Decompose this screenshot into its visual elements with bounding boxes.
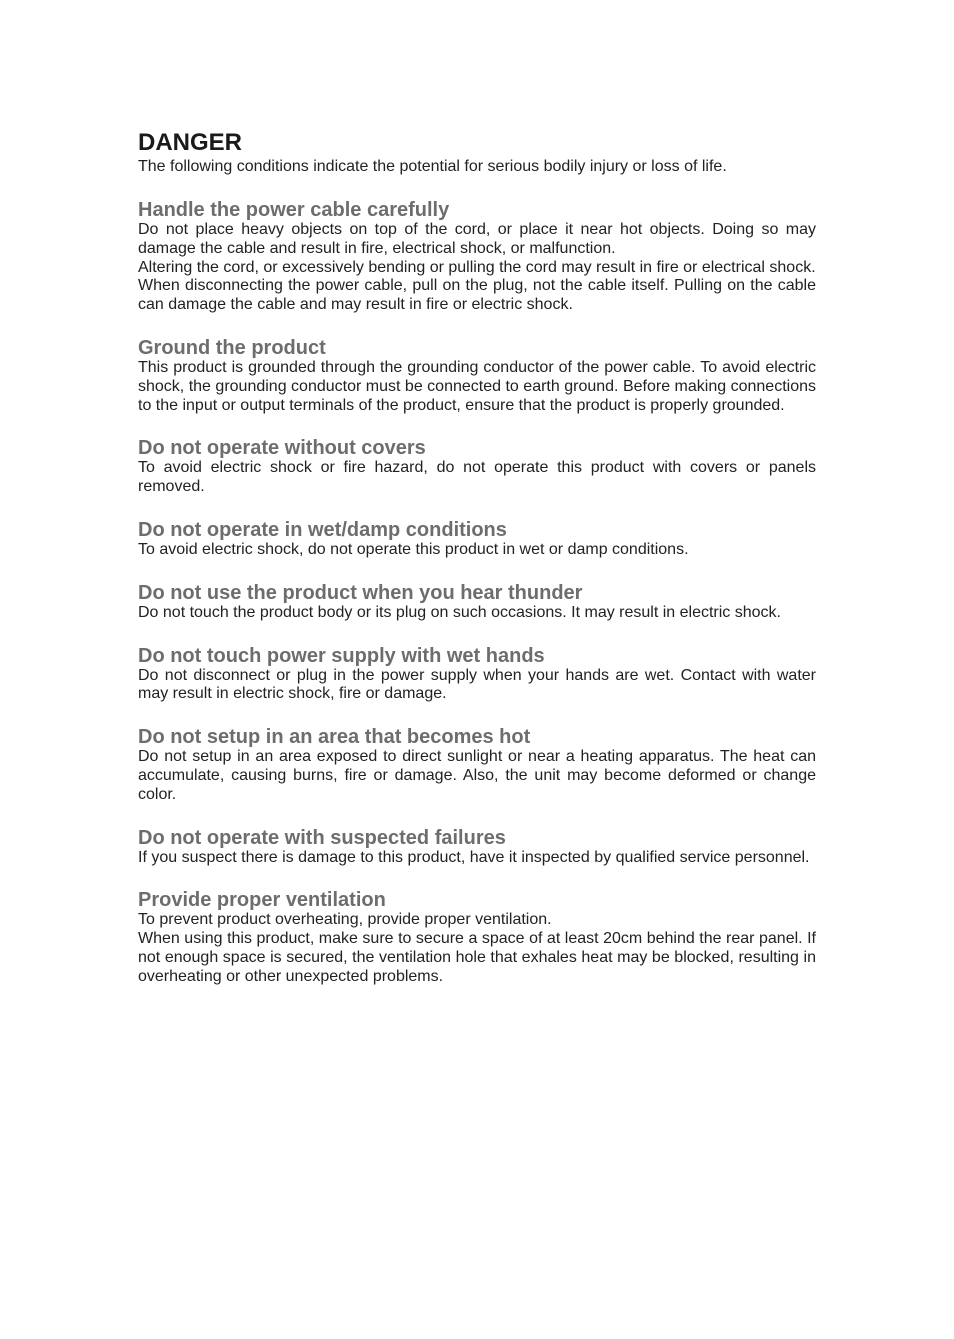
section-heading: Do not operate without covers — [138, 437, 426, 460]
section-thunder — [138, 583, 816, 623]
section-suspected-failures — [138, 828, 816, 868]
section-ventilation — [138, 890, 816, 986]
section-paragraph: To prevent product overheating, provide proper ventilation. — [138, 911, 552, 929]
section-paragraph: Do not touch the product body or its plug on such occasions. It may result in electric shock. — [138, 603, 781, 621]
section-paragraph: If you suspect there is damage to this product, have it inspected by qualified service personnel. — [138, 848, 810, 866]
page-title: DANGER — [138, 129, 243, 156]
section-paragraph: This product is grounded through the grounding conductor of the power cable. To avoid electric shock, the grounding conductor must be connected to earth ground. Before making connections to the input or output terminals of the product, ensure that the product is properly grounded. — [138, 358, 816, 414]
section-wet-hands — [138, 646, 816, 705]
section-heading: Do not touch power supply with wet hands — [138, 644, 545, 667]
section-paragraph: To avoid electric shock or fire hazard, do not operate this product with covers or panels removed. — [138, 459, 816, 496]
section-paragraph: When using this product, make sure to secure a space of at least 20cm behind the rear panel. If not enough space is secured, the ventilation hole that exhales heat may be blocked, resulting in overheating or other unexpected problems. — [138, 930, 816, 985]
section-paragraph: When disconnecting the power cable, pull on the plug, not the cable itself. Pulling on the cable can damage the cable and may result in fire or electric shock. — [138, 277, 816, 314]
section-power-cable — [138, 200, 816, 315]
section-paragraph: Do not place heavy objects on top of the cord, or place it near hot objects. Doing so may damage the cable and result in fire, electrical shock, or malfunction. — [138, 221, 816, 257]
section-ground-product — [138, 338, 816, 415]
section-wet-damp — [138, 520, 816, 560]
section-heading: Provide proper ventilation — [138, 889, 386, 912]
section-heading: Do not use the product when you hear thunder — [138, 581, 583, 604]
section-heading: Handle the power cable carefully — [138, 199, 450, 221]
section-hot-area — [138, 727, 816, 804]
section-paragraph: Do not disconnect or plug in the power supply when your hands are wet. Contact with water may result in electric shock, fire or damage. — [138, 666, 816, 703]
section-paragraph: Altering the cord, or excessively bending or pulling the cord may result in fire or electrical shock. — [138, 258, 816, 276]
section-heading: Ground the product — [138, 336, 326, 359]
section-paragraph: To avoid electric shock, do not operate this product in wet or damp conditions. — [138, 540, 689, 558]
document-page — [138, 128, 816, 1010]
section-heading: Do not setup in an area that becomes hot — [138, 726, 531, 749]
section-without-covers — [138, 438, 816, 497]
intro-text: The following conditions indicate the potential for serious bodily injury or loss of life. — [138, 158, 727, 175]
section-heading: Do not operate in wet/damp conditions — [138, 518, 507, 541]
section-paragraph: Do not setup in an area exposed to direct sunlight or near a heating apparatus. The heat can accumulate, causing burns, fire or damage. Also, the unit may become deformed or change color. — [138, 748, 816, 803]
section-heading: Do not operate with suspected failures — [138, 826, 506, 849]
